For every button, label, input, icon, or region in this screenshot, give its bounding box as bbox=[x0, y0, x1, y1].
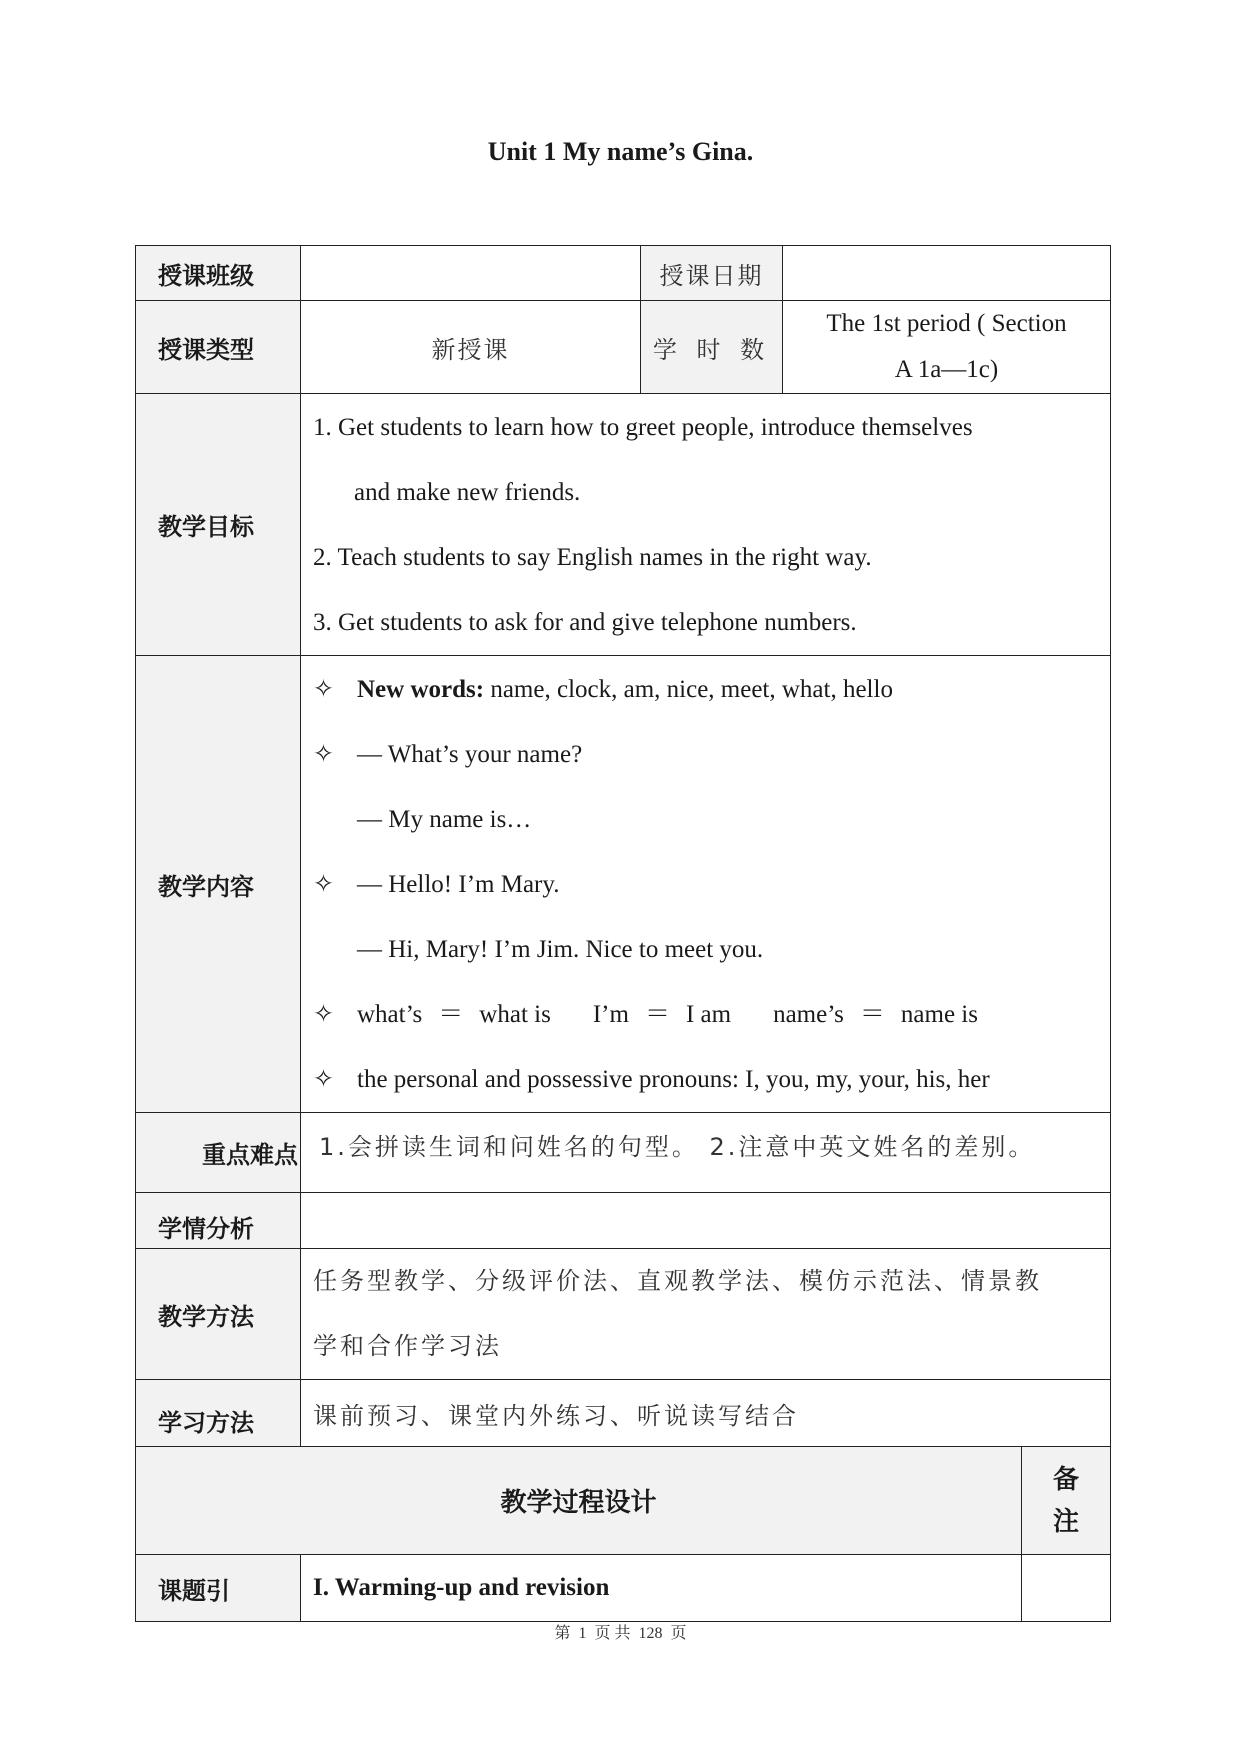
equals-sign: ＝ bbox=[859, 1000, 885, 1028]
learning-methods-text: 课前预习、课堂内外练习、听说读写结合 bbox=[301, 1380, 1111, 1447]
equals-sign: ＝ bbox=[438, 1000, 464, 1028]
content-contractions bbox=[313, 982, 1110, 1047]
row-class-date bbox=[136, 246, 1111, 301]
contraction-short: name’s bbox=[773, 1000, 844, 1028]
label-analysis: 学情分析 bbox=[136, 1193, 301, 1249]
intro-note bbox=[1022, 1555, 1111, 1622]
footer-mid: 页 共 bbox=[594, 1625, 631, 1642]
row-analysis bbox=[136, 1193, 1111, 1249]
bullet-icon: ✧ bbox=[313, 870, 334, 898]
objective-line-1: 1. Get students to learn how to greet people, introduce themselves bbox=[313, 413, 973, 441]
dialog2-answer: — Hi, Mary! I’m Jim. Nice to meet you. bbox=[357, 935, 764, 963]
document-title: Unit 1 My name’s Gina. bbox=[487, 137, 754, 166]
notes-header-char-2: 注 bbox=[1052, 1506, 1079, 1537]
dialog2-question: — Hello! I’m Mary. bbox=[357, 870, 560, 898]
label-lesson-type: 授课类型 bbox=[136, 301, 301, 394]
period-line-1: The 1st period ( Section bbox=[826, 310, 1067, 337]
contraction-full: name is bbox=[900, 1000, 978, 1028]
label-intro: 课题引 bbox=[136, 1555, 301, 1622]
label-date: 授课日期 bbox=[641, 246, 783, 301]
contraction-short: what’s bbox=[357, 1000, 423, 1028]
value-analysis bbox=[301, 1193, 1111, 1249]
label-objectives: 教学目标 bbox=[136, 394, 301, 656]
content-new-words bbox=[313, 657, 1110, 722]
row-type-period bbox=[136, 301, 1111, 394]
period-line-2: A 1a—1c) bbox=[894, 356, 999, 383]
objectives-content bbox=[301, 394, 1111, 656]
notes-header-char-1: 备 bbox=[1052, 1464, 1079, 1495]
content-dialog1-q bbox=[313, 722, 1110, 787]
page-footer bbox=[0, 1620, 1241, 1643]
row-process-header bbox=[136, 1447, 1111, 1555]
content-pronouns bbox=[313, 1047, 1110, 1112]
new-words-label: New words: bbox=[357, 675, 485, 703]
objective-line-3: 2. Teach students to say English names in the right way. bbox=[313, 543, 872, 571]
row-teaching-methods bbox=[136, 1249, 1111, 1380]
objective-line-4: 3. Get students to ask for and give telephone numbers. bbox=[313, 608, 857, 636]
objective-line-2: and make new friends. bbox=[354, 478, 581, 506]
bullet-icon: ✧ bbox=[313, 1000, 334, 1028]
key-points-text: 1.会拼读生词和问姓名的句型。 2.注意中英文姓名的差别。 bbox=[301, 1113, 1111, 1193]
dialog1-question: — What’s your name? bbox=[357, 740, 583, 768]
contraction-full: what is bbox=[479, 1000, 551, 1028]
dialog1-answer: — My name is… bbox=[357, 805, 532, 833]
label-learning-methods: 学习方法 bbox=[136, 1380, 301, 1447]
bullet-icon: ✧ bbox=[313, 740, 334, 768]
value-class bbox=[301, 246, 641, 301]
footer-page-number: 1 bbox=[578, 1625, 587, 1642]
methods-line-1: 任务型教学、分级评价法、直观教学法、模仿示范法、情景教 bbox=[313, 1267, 1042, 1295]
value-date bbox=[783, 246, 1111, 301]
row-content bbox=[136, 656, 1111, 1113]
label-content: 教学内容 bbox=[136, 656, 301, 1113]
footer-prefix: 第 bbox=[554, 1625, 571, 1642]
row-key-points bbox=[136, 1113, 1111, 1193]
label-class: 授课班级 bbox=[136, 246, 301, 301]
content-body bbox=[301, 656, 1111, 1113]
footer-suffix: 页 bbox=[670, 1625, 687, 1642]
contraction-short: I’m bbox=[592, 1000, 629, 1028]
footer-total: 128 bbox=[638, 1625, 663, 1642]
label-teaching-methods: 教学方法 bbox=[136, 1249, 301, 1380]
notes-header bbox=[1022, 1447, 1111, 1555]
label-key-points: 重点难点 bbox=[136, 1113, 301, 1193]
value-period bbox=[783, 301, 1111, 394]
row-intro bbox=[136, 1555, 1111, 1622]
intro-text: I. Warming-up and revision bbox=[301, 1555, 1022, 1622]
methods-line-2: 学和合作学习法 bbox=[313, 1332, 502, 1360]
row-learning-methods bbox=[136, 1380, 1111, 1447]
row-objectives bbox=[136, 394, 1111, 656]
label-hours: 学 时 数 bbox=[641, 301, 783, 394]
pronouns-text: the personal and possessive pronouns: I, you, my, your, his, her bbox=[357, 1065, 990, 1093]
teaching-methods-content bbox=[301, 1249, 1111, 1380]
new-words-list: name, clock, am, nice, meet, what, hello bbox=[484, 675, 893, 703]
contraction-full: I am bbox=[685, 1000, 732, 1028]
equals-sign: ＝ bbox=[644, 1000, 670, 1028]
process-title: 教学过程设计 bbox=[136, 1447, 1022, 1555]
lesson-plan-table bbox=[135, 245, 1111, 1622]
bullet-icon: ✧ bbox=[313, 1065, 334, 1093]
bullet-icon: ✧ bbox=[313, 675, 334, 703]
value-lesson-type: 新授课 bbox=[301, 301, 641, 394]
content-dialog2-q bbox=[313, 852, 1110, 917]
